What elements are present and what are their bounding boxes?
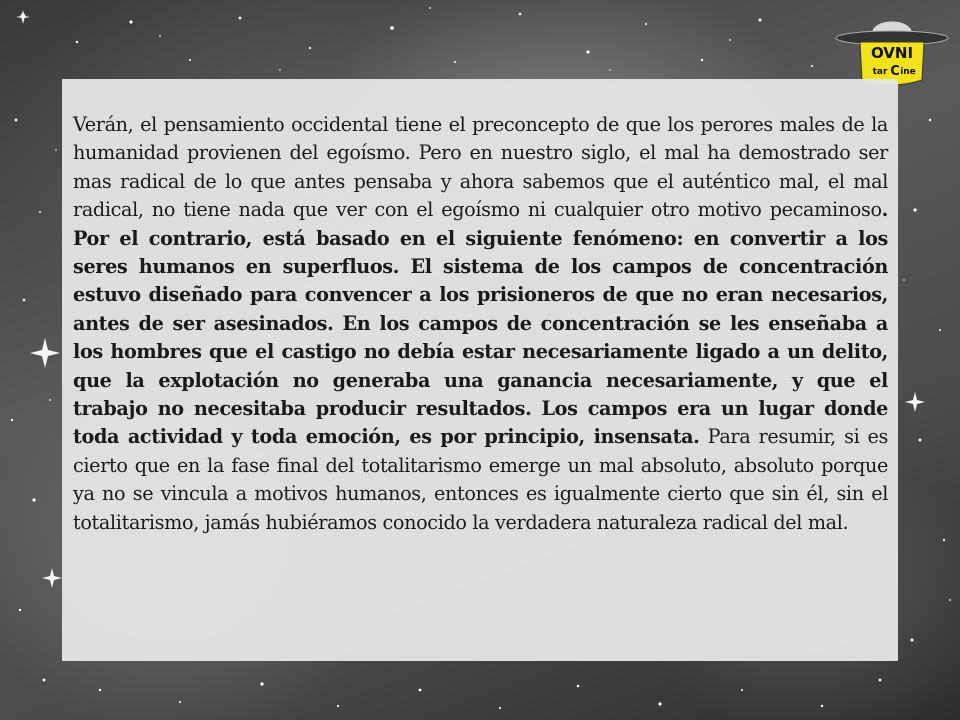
logo-line2: tar — [872, 67, 888, 77]
quote-paragraph — [73, 111, 888, 537]
logo-line1: OVNI — [870, 44, 914, 62]
logo-line4: ine — [900, 67, 916, 77]
quote-outro: Para resumir, si es cierto que en la fase final del totalitarismo emerge un mal absoluto, absoluto porque ya no se vincula a motivos humanos, entonces es igualmente cierto que sin él, sin el totalitarismo, jamás hubiéramos conocido la verdadera naturaleza radical del mal. — [73, 425, 888, 534]
quote-bold-section: . Por el contrario, está basado en el siguiente fenómeno: en convertir a los seres humanos en superfluos. El sistema de los campos de concentración estuvo diseñado para convencer a los prisioneros de que no eran necesarios, antes de ser asesinados. En los campos de concentración se les enseñaba a los hombres que el castigo no debía estar necesariamente ligado a un delito, que la explotación no generaba una ganancia necesariamente, y que el trabajo no necesitaba producir resultados. Los campos era un lugar donde toda actividad y toda emoción, es por principio, insensata. — [73, 198, 888, 449]
text-panel — [62, 79, 898, 661]
quote-intro: Verán, el pensamiento occidental tiene el preconcepto de que los perores males de la humanidad provienen del egoísmo. Pero en nuestro siglo, el mal ha demostrado ser mas radical de lo que antes pensaba y ahora sabemos que el auténtico mal, el mal radical, no tiene nada que ver con el egoísmo ni cualquier otro motivo pecaminoso — [73, 113, 888, 222]
logo-line3: C — [890, 64, 900, 79]
